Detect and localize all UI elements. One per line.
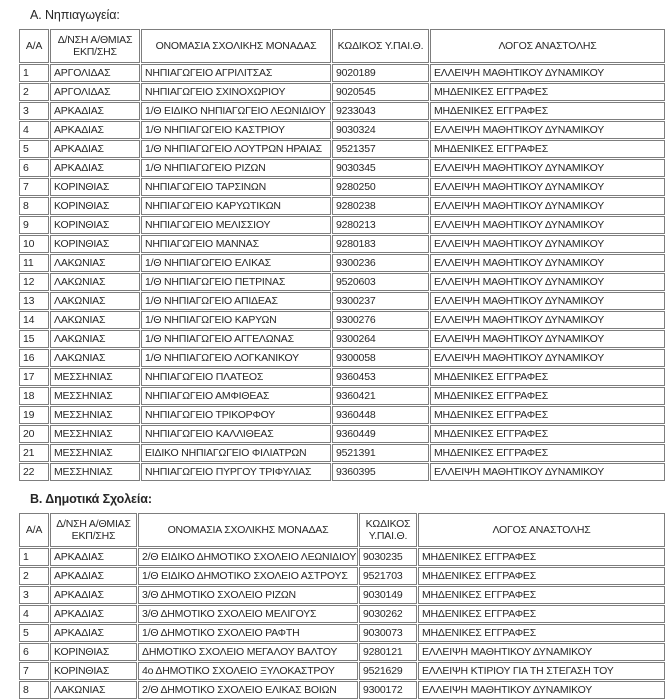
row-number-cell: 10: [19, 235, 49, 253]
directorate-cell: ΜΕΣΣΗΝΙΑΣ: [50, 406, 140, 424]
column-header: ΛΟΓΟΣ ΑΝΑΣΤΟΛΗΣ: [418, 513, 665, 547]
table-row: [19, 330, 665, 348]
suspension-reason-cell: ΜΗΔΕΝΙΚΕΣ ΕΓΓΡΑΦΕΣ: [430, 83, 665, 101]
primary-schools-table: [18, 512, 666, 700]
school-name-cell: ΝΗΠΙΑΓΩΓΕΙΟ ΚΑΡΥΩΤΙΚΩΝ: [141, 197, 331, 215]
directorate-cell: ΛΑΚΩΝΙΑΣ: [50, 681, 137, 699]
suspension-reason-cell: ΜΗΔΕΝΙΚΕΣ ΕΓΓΡΑΦΕΣ: [430, 387, 665, 405]
directorate-cell: ΑΡΓΟΛΙΔΑΣ: [50, 83, 140, 101]
directorate-cell: ΛΑΚΩΝΙΑΣ: [50, 254, 140, 272]
suspension-reason-cell: ΕΛΛΕΙΨΗ ΜΑΘΗΤΙΚΟΥ ΔΥΝΑΜΙΚΟΥ: [430, 197, 665, 215]
suspension-reason-cell: ΜΗΔΕΝΙΚΕΣ ΕΓΓΡΑΦΕΣ: [418, 605, 665, 623]
table-row: [19, 121, 665, 139]
ministry-code-cell: 9521357: [332, 140, 429, 158]
suspension-reason-cell: ΕΛΛΕΙΨΗ ΚΤΙΡΙΟΥ ΓΙΑ ΤΗ ΣΤΕΓΑΣΗ ΤΟΥ: [418, 662, 665, 680]
school-name-cell: 1/Θ ΝΗΠΙΑΓΩΓΕΙΟ ΛΟΓΚΑΝΙΚΟΥ: [141, 349, 331, 367]
directorate-cell: ΜΕΣΣΗΝΙΑΣ: [50, 387, 140, 405]
table-row: [19, 387, 665, 405]
table-row: [19, 159, 665, 177]
table-row: [19, 444, 665, 462]
school-name-cell: 1/Θ ΝΗΠΙΑΓΩΓΕΙΟ ΛΟΥΤΡΩΝ ΗΡΑΙΑΣ: [141, 140, 331, 158]
row-number-cell: 22: [19, 463, 49, 481]
school-name-cell: ΔΗΜΟΤΙΚΟ ΣΧΟΛΕΙΟ ΜΕΓΑΛΟΥ ΒΑΛΤΟΥ: [138, 643, 358, 661]
school-name-cell: ΝΗΠΙΑΓΩΓΕΙΟ ΜΕΛΙΣΣΙΟΥ: [141, 216, 331, 234]
section-kindergartens: [18, 8, 670, 482]
suspension-reason-cell: ΕΛΛΕΙΨΗ ΜΑΘΗΤΙΚΟΥ ΔΥΝΑΜΙΚΟΥ: [418, 643, 665, 661]
row-number-cell: 2: [19, 567, 49, 585]
row-number-cell: 2: [19, 83, 49, 101]
ministry-code-cell: 9520603: [332, 273, 429, 291]
table-row: [19, 64, 665, 82]
directorate-cell: ΜΕΣΣΗΝΙΑΣ: [50, 463, 140, 481]
section-title-primary-schools: Β. Δημοτικά Σχολεία:: [30, 492, 152, 506]
school-name-cell: ΝΗΠΙΑΓΩΓΕΙΟ ΑΓΡΙΛΙΤΣΑΣ: [141, 64, 331, 82]
table-row: [19, 273, 665, 291]
school-name-cell: ΝΗΠΙΑΓΩΓΕΙΟ ΠΥΡΓΟΥ ΤΡΙΦΥΛΙΑΣ: [141, 463, 331, 481]
directorate-cell: ΜΕΣΣΗΝΙΑΣ: [50, 368, 140, 386]
ministry-code-cell: 9360395: [332, 463, 429, 481]
school-name-cell: 1/Θ ΝΗΠΙΑΓΩΓΕΙΟ ΚΑΡΥΩΝ: [141, 311, 331, 329]
school-name-cell: ΝΗΠΙΑΓΩΓΕΙΟ ΠΛΑΤΕΟΣ: [141, 368, 331, 386]
directorate-cell: ΜΕΣΣΗΝΙΑΣ: [50, 444, 140, 462]
row-number-cell: 3: [19, 586, 49, 604]
school-name-cell: 1/Θ ΕΙΔΙΚΟ ΔΗΜΟΤΙΚΟ ΣΧΟΛΕΙΟ ΑΣΤΡΟΥΣ: [138, 567, 358, 585]
suspension-reason-cell: ΜΗΔΕΝΙΚΕΣ ΕΓΓΡΑΦΕΣ: [430, 406, 665, 424]
table-row: [19, 567, 665, 585]
row-number-cell: 5: [19, 140, 49, 158]
ministry-code-cell: 9280121: [359, 643, 417, 661]
row-number-cell: 8: [19, 197, 49, 215]
table-row: [19, 605, 665, 623]
row-number-cell: 21: [19, 444, 49, 462]
directorate-cell: ΛΑΚΩΝΙΑΣ: [50, 273, 140, 291]
directorate-cell: ΑΡΓΟΛΙΔΑΣ: [50, 64, 140, 82]
ministry-code-cell: 9300264: [332, 330, 429, 348]
row-number-cell: 14: [19, 311, 49, 329]
table-row: [19, 197, 665, 215]
row-number-cell: 19: [19, 406, 49, 424]
suspension-reason-cell: ΕΛΛΕΙΨΗ ΜΑΘΗΤΙΚΟΥ ΔΥΝΑΜΙΚΟΥ: [430, 235, 665, 253]
ministry-code-cell: 9360421: [332, 387, 429, 405]
suspension-reason-cell: ΕΛΛΕΙΨΗ ΜΑΘΗΤΙΚΟΥ ΔΥΝΑΜΙΚΟΥ: [430, 292, 665, 310]
directorate-cell: ΑΡΚΑΔΙΑΣ: [50, 586, 137, 604]
suspension-reason-cell: ΕΛΛΕΙΨΗ ΜΑΘΗΤΙΚΟΥ ΔΥΝΑΜΙΚΟΥ: [418, 681, 665, 699]
school-name-cell: 2/Θ ΔΗΜΟΤΙΚΟ ΣΧΟΛΕΙΟ ΕΛΙΚΑΣ ΒΟΙΩΝ: [138, 681, 358, 699]
ministry-code-cell: 9360449: [332, 425, 429, 443]
table-row: [19, 254, 665, 272]
table-row: [19, 216, 665, 234]
table-row: [19, 140, 665, 158]
school-name-cell: 1/Θ ΝΗΠΙΑΓΩΓΕΙΟ ΑΓΓΕΛΩΝΑΣ: [141, 330, 331, 348]
row-number-cell: 5: [19, 624, 49, 642]
ministry-code-cell: 9300172: [359, 681, 417, 699]
row-number-cell: 7: [19, 662, 49, 680]
row-number-cell: 6: [19, 643, 49, 661]
suspension-reason-cell: ΜΗΔΕΝΙΚΕΣ ΕΓΓΡΑΦΕΣ: [430, 444, 665, 462]
ministry-code-cell: 9521629: [359, 662, 417, 680]
ministry-code-cell: 9233043: [332, 102, 429, 120]
table-row: [19, 311, 665, 329]
row-number-cell: 11: [19, 254, 49, 272]
directorate-cell: ΚΟΡΙΝΘΙΑΣ: [50, 197, 140, 215]
row-number-cell: 16: [19, 349, 49, 367]
suspension-reason-cell: ΜΗΔΕΝΙΚΕΣ ΕΓΓΡΑΦΕΣ: [418, 567, 665, 585]
table-row: [19, 235, 665, 253]
row-number-cell: 17: [19, 368, 49, 386]
column-header: Δ/ΝΣΗ Α/ΘΜΙΑΣ ΕΚΠ/ΣΗΣ: [50, 513, 137, 547]
school-name-cell: ΝΗΠΙΑΓΩΓΕΙΟ ΤΑΡΣΙΝΩΝ: [141, 178, 331, 196]
ministry-code-cell: 9521703: [359, 567, 417, 585]
school-name-cell: ΝΗΠΙΑΓΩΓΕΙΟ ΣΧΙΝΟΧΩΡΙΟΥ: [141, 83, 331, 101]
directorate-cell: ΚΟΡΙΝΘΙΑΣ: [50, 643, 137, 661]
column-header: ΟΝΟΜΑΣΙΑ ΣΧΟΛΙΚΗΣ ΜΟΝΑΔΑΣ: [138, 513, 358, 547]
ministry-code-cell: 9300236: [332, 254, 429, 272]
directorate-cell: ΚΟΡΙΝΘΙΑΣ: [50, 662, 137, 680]
table-row: [19, 178, 665, 196]
ministry-code-cell: 9030324: [332, 121, 429, 139]
suspension-reason-cell: ΜΗΔΕΝΙΚΕΣ ΕΓΓΡΑΦΕΣ: [430, 102, 665, 120]
directorate-cell: ΚΟΡΙΝΘΙΑΣ: [50, 235, 140, 253]
row-number-cell: 7: [19, 178, 49, 196]
suspension-reason-cell: ΜΗΔΕΝΙΚΕΣ ΕΓΓΡΑΦΕΣ: [430, 140, 665, 158]
row-number-cell: 15: [19, 330, 49, 348]
table-row: [19, 406, 665, 424]
ministry-code-cell: 9020189: [332, 64, 429, 82]
table-row: [19, 624, 665, 642]
school-name-cell: 1/Θ ΔΗΜΟΤΙΚΟ ΣΧΟΛΕΙΟ ΡΑΦΤΗ: [138, 624, 358, 642]
ministry-code-cell: 9300237: [332, 292, 429, 310]
table-row: [19, 368, 665, 386]
suspension-reason-cell: ΕΛΛΕΙΨΗ ΜΑΘΗΤΙΚΟΥ ΔΥΝΑΜΙΚΟΥ: [430, 273, 665, 291]
table-row: [19, 586, 665, 604]
ministry-code-cell: 9360448: [332, 406, 429, 424]
row-number-cell: 4: [19, 121, 49, 139]
ministry-code-cell: 9300058: [332, 349, 429, 367]
row-number-cell: 9: [19, 216, 49, 234]
suspension-reason-cell: ΜΗΔΕΝΙΚΕΣ ΕΓΓΡΑΦΕΣ: [418, 586, 665, 604]
school-name-cell: ΕΙΔΙΚΟ ΝΗΠΙΑΓΩΓΕΙΟ ΦΙΛΙΑΤΡΩΝ: [141, 444, 331, 462]
school-name-cell: ΝΗΠΙΑΓΩΓΕΙΟ ΜΑΝΝΑΣ: [141, 235, 331, 253]
row-number-cell: 8: [19, 681, 49, 699]
directorate-cell: ΛΑΚΩΝΙΑΣ: [50, 349, 140, 367]
directorate-cell: ΛΑΚΩΝΙΑΣ: [50, 292, 140, 310]
header-row: [19, 513, 665, 547]
suspension-reason-cell: ΜΗΔΕΝΙΚΕΣ ΕΓΓΡΑΦΕΣ: [430, 425, 665, 443]
table-row: [19, 425, 665, 443]
ministry-code-cell: 9280183: [332, 235, 429, 253]
ministry-code-cell: 9030149: [359, 586, 417, 604]
row-number-cell: 1: [19, 548, 49, 566]
directorate-cell: ΚΟΡΙΝΘΙΑΣ: [50, 178, 140, 196]
column-header: Α/Α: [19, 513, 49, 547]
directorate-cell: ΚΟΡΙΝΘΙΑΣ: [50, 216, 140, 234]
row-number-cell: 1: [19, 64, 49, 82]
table-row: [19, 548, 665, 566]
table-row: [19, 102, 665, 120]
column-header: Δ/ΝΣΗ Α/ΘΜΙΑΣ ΕΚΠ/ΣΗΣ: [50, 29, 140, 63]
directorate-cell: ΑΡΚΑΔΙΑΣ: [50, 624, 137, 642]
table-row: [19, 292, 665, 310]
row-number-cell: 12: [19, 273, 49, 291]
column-header: ΛΟΓΟΣ ΑΝΑΣΤΟΛΗΣ: [430, 29, 665, 63]
ministry-code-cell: 9280238: [332, 197, 429, 215]
ministry-code-cell: 9030262: [359, 605, 417, 623]
row-number-cell: 20: [19, 425, 49, 443]
school-name-cell: ΝΗΠΙΑΓΩΓΕΙΟ ΑΜΦΙΘΕΑΣ: [141, 387, 331, 405]
table-row: [19, 83, 665, 101]
directorate-cell: ΛΑΚΩΝΙΑΣ: [50, 330, 140, 348]
column-header: ΚΩΔΙΚΟΣ Υ.ΠΑΙ.Θ.: [332, 29, 429, 63]
directorate-cell: ΑΡΚΑΔΙΑΣ: [50, 102, 140, 120]
row-number-cell: 13: [19, 292, 49, 310]
suspension-reason-cell: ΕΛΛΕΙΨΗ ΜΑΘΗΤΙΚΟΥ ΔΥΝΑΜΙΚΟΥ: [430, 349, 665, 367]
school-name-cell: 3/Θ ΔΗΜΟΤΙΚΟ ΣΧΟΛΕΙΟ ΡΙΖΩΝ: [138, 586, 358, 604]
directorate-cell: ΑΡΚΑΔΙΑΣ: [50, 121, 140, 139]
table-row: [19, 681, 665, 699]
school-name-cell: 2/Θ ΕΙΔΙΚΟ ΔΗΜΟΤΙΚΟ ΣΧΟΛΕΙΟ ΛΕΩΝΙΔΙΟΥ: [138, 548, 358, 566]
row-number-cell: 18: [19, 387, 49, 405]
suspension-reason-cell: ΜΗΔΕΝΙΚΕΣ ΕΓΓΡΑΦΕΣ: [430, 368, 665, 386]
table-row: [19, 662, 665, 680]
suspension-reason-cell: ΕΛΛΕΙΨΗ ΜΑΘΗΤΙΚΟΥ ΔΥΝΑΜΙΚΟΥ: [430, 64, 665, 82]
ministry-code-cell: 9280250: [332, 178, 429, 196]
school-name-cell: 1/Θ ΝΗΠΙΑΓΩΓΕΙΟ ΑΠΙΔΕΑΣ: [141, 292, 331, 310]
suspension-reason-cell: ΕΛΛΕΙΨΗ ΜΑΘΗΤΙΚΟΥ ΔΥΝΑΜΙΚΟΥ: [430, 121, 665, 139]
school-name-cell: 3/Θ ΔΗΜΟΤΙΚΟ ΣΧΟΛΕΙΟ ΜΕΛΙΓΟΥΣ: [138, 605, 358, 623]
directorate-cell: ΜΕΣΣΗΝΙΑΣ: [50, 425, 140, 443]
table-row: [19, 463, 665, 481]
table-row: [19, 643, 665, 661]
ministry-code-cell: 9521391: [332, 444, 429, 462]
row-number-cell: 4: [19, 605, 49, 623]
suspension-reason-cell: ΕΛΛΕΙΨΗ ΜΑΘΗΤΙΚΟΥ ΔΥΝΑΜΙΚΟΥ: [430, 330, 665, 348]
school-name-cell: 1/Θ ΝΗΠΙΑΓΩΓΕΙΟ ΚΑΣΤΡΙΟΥ: [141, 121, 331, 139]
school-name-cell: 1/Θ ΝΗΠΙΑΓΩΓΕΙΟ ΠΕΤΡΙΝΑΣ: [141, 273, 331, 291]
ministry-code-cell: 9020545: [332, 83, 429, 101]
directorate-cell: ΑΡΚΑΔΙΑΣ: [50, 140, 140, 158]
column-header: ΟΝΟΜΑΣΙΑ ΣΧΟΛΙΚΗΣ ΜΟΝΑΔΑΣ: [141, 29, 331, 63]
suspension-reason-cell: ΜΗΔΕΝΙΚΕΣ ΕΓΓΡΑΦΕΣ: [418, 548, 665, 566]
table-row: [19, 349, 665, 367]
school-name-cell: ΝΗΠΙΑΓΩΓΕΙΟ ΚΑΛΛΙΘΕΑΣ: [141, 425, 331, 443]
kindergartens-table: [18, 28, 666, 482]
suspension-reason-cell: ΕΛΛΕΙΨΗ ΜΑΘΗΤΙΚΟΥ ΔΥΝΑΜΙΚΟΥ: [430, 463, 665, 481]
column-header: ΚΩΔΙΚΟΣ Υ.ΠΑΙ.Θ.: [359, 513, 417, 547]
ministry-code-cell: 9030235: [359, 548, 417, 566]
ministry-code-cell: 9030073: [359, 624, 417, 642]
column-header: Α/Α: [19, 29, 49, 63]
ministry-code-cell: 9030345: [332, 159, 429, 177]
ministry-code-cell: 9360453: [332, 368, 429, 386]
suspension-reason-cell: ΜΗΔΕΝΙΚΕΣ ΕΓΓΡΑΦΕΣ: [418, 624, 665, 642]
school-name-cell: 1/Θ ΕΙΔΙΚΟ ΝΗΠΙΑΓΩΓΕΙΟ ΛΕΩΝΙΔΙΟΥ: [141, 102, 331, 120]
suspension-reason-cell: ΕΛΛΕΙΨΗ ΜΑΘΗΤΙΚΟΥ ΔΥΝΑΜΙΚΟΥ: [430, 216, 665, 234]
school-name-cell: 1/Θ ΝΗΠΙΑΓΩΓΕΙΟ ΡΙΖΩΝ: [141, 159, 331, 177]
header-row: [19, 29, 665, 63]
row-number-cell: 6: [19, 159, 49, 177]
school-name-cell: 4ο ΔΗΜΟΤΙΚΟ ΣΧΟΛΕΙΟ ΞΥΛΟΚΑΣΤΡΟΥ: [138, 662, 358, 680]
ministry-code-cell: 9280213: [332, 216, 429, 234]
directorate-cell: ΑΡΚΑΔΙΑΣ: [50, 567, 137, 585]
directorate-cell: ΑΡΚΑΔΙΑΣ: [50, 605, 137, 623]
school-name-cell: ΝΗΠΙΑΓΩΓΕΙΟ ΤΡΙΚΟΡΦΟΥ: [141, 406, 331, 424]
suspension-reason-cell: ΕΛΛΕΙΨΗ ΜΑΘΗΤΙΚΟΥ ΔΥΝΑΜΙΚΟΥ: [430, 159, 665, 177]
directorate-cell: ΑΡΚΑΔΙΑΣ: [50, 548, 137, 566]
suspension-reason-cell: ΕΛΛΕΙΨΗ ΜΑΘΗΤΙΚΟΥ ΔΥΝΑΜΙΚΟΥ: [430, 311, 665, 329]
suspension-reason-cell: ΕΛΛΕΙΨΗ ΜΑΘΗΤΙΚΟΥ ΔΥΝΑΜΙΚΟΥ: [430, 178, 665, 196]
directorate-cell: ΑΡΚΑΔΙΑΣ: [50, 159, 140, 177]
ministry-code-cell: 9300276: [332, 311, 429, 329]
section-primary-schools: [18, 492, 670, 700]
school-name-cell: 1/Θ ΝΗΠΙΑΓΩΓΕΙΟ ΕΛΙΚΑΣ: [141, 254, 331, 272]
row-number-cell: 3: [19, 102, 49, 120]
directorate-cell: ΛΑΚΩΝΙΑΣ: [50, 311, 140, 329]
suspension-reason-cell: ΕΛΛΕΙΨΗ ΜΑΘΗΤΙΚΟΥ ΔΥΝΑΜΙΚΟΥ: [430, 254, 665, 272]
section-title-kindergartens: Α. Νηπιαγωγεία:: [30, 8, 120, 22]
